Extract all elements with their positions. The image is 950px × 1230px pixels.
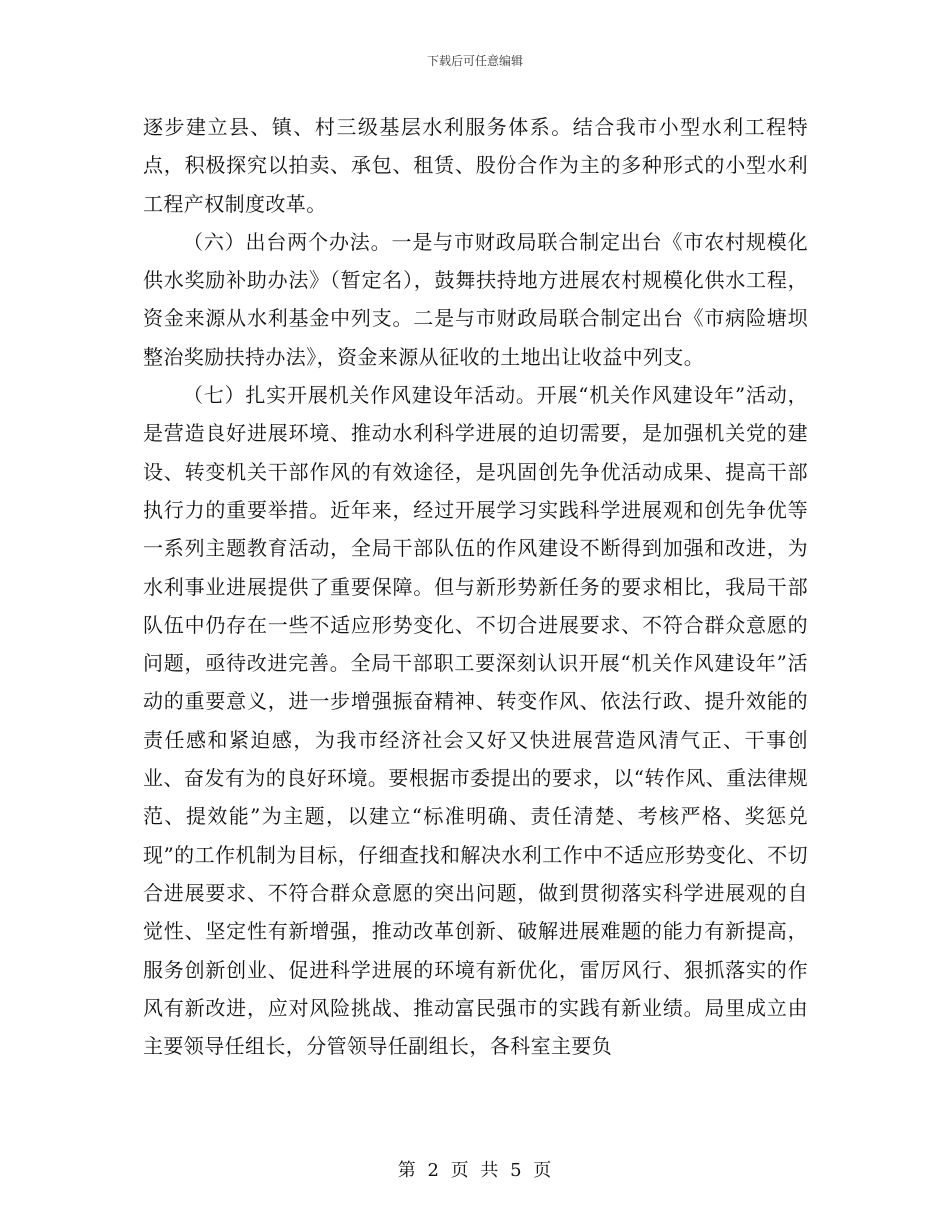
paragraph-continuation: 逐步建立县、镇、村三级基层水利服务体系。结合我市小型水利工程特点，积极探究以拍卖、承包、租赁、股份合作为主的多种形式的小型水利工程产权制度改革。 [143,115,808,216]
paragraph-section-seven: （七）扎实开展机关作风建设年活动。开展“机关作风建设年”活动，是营造良好进展环境、推动水利科学进展的迫切需要，是加强机关党的建设、转变机关干部作风的有效途径，是巩固创先争优活动成果、提高干部执行力的重要举措。近年来，经过开展学习实践科学进展观和创先争优等一系列主题教育活动，全局干部队伍的作风建设不断得到加强和改进，为水利事业进展提供了重要保障。但与新形势新任务的要求相比，我局干部队伍中仍存在一些不适应形势变化、不切合进展要求、不符合群众意愿的问题，亟待改进完善。全局干部职工要深刻认识开展“机关作风建设年”活动的重要意义，进一步增强振奋精神、转变作风、依法行政、提升效能的责任感和紧迫感，为我市经济社会又好又快进展营造风清气正、干事创业、奋发有为的良好环境。要根据市委提出的要求，以“转作风、重法律规范、提效能”为主题，以建立“标准明确、责任清楚、考核严格、奖惩兑现”的工作机制为目标，仔细查找和解决水利工作中不适应形势变化、不切合进展要求、不符合群众意愿的突出问题，做到贯彻落实科学进展观的自觉性、坚定性有新增强，推动改革创新、破解进展难题的能力有新提高，服务创新创业、促进科学进展的环境有新优化，雷厉风行、狠抓落实的作风有新改进，应对风险挑战、推动富民强市的实践有新业绩。局里成立由主要领导任组长，分管领导任副组长，各科室主要负 [143,383,808,1059]
document-body [143,108,808,1065]
paragraph-section-six: （六）出台两个办法。一是与市财政局联合制定出台《市农村规模化供水奖励补助办法》（暂定名），鼓舞扶持地方进展农村规模化供水工程，资金来源从水利基金中列支。二是与市财政局联合制定出台《市病险塘坝整治奖励扶持办法》，资金来源从征收的土地出让收益中列支。 [143,229,808,369]
page-number-footer: 第 2 页 共 5 页 [397,1160,553,1181]
page-header: 下载后可任意编辑 [426,54,523,68]
